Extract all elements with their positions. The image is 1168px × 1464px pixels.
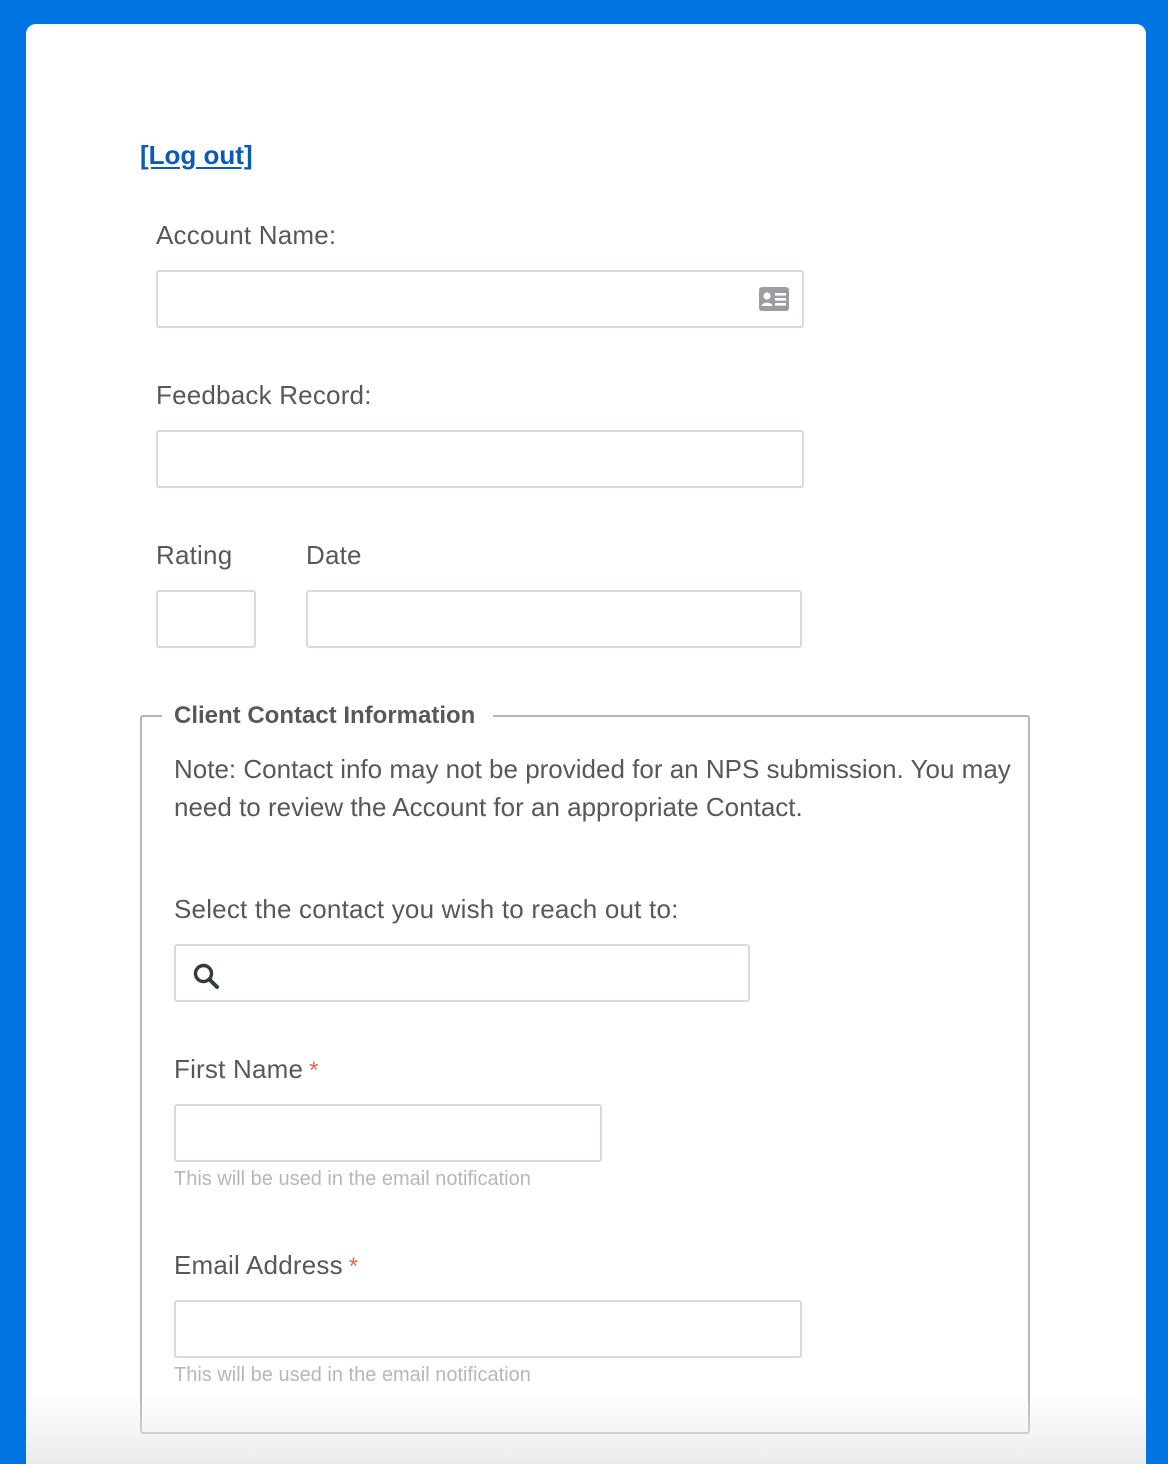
- account-name-label: Account Name:: [156, 220, 337, 250]
- feedback-record-input[interactable]: [158, 432, 802, 486]
- email-hint: This will be used in the email notification: [174, 1364, 531, 1386]
- email-required-mark: *: [348, 1253, 359, 1280]
- date-input[interactable]: [308, 592, 800, 646]
- email-field[interactable]: [174, 1300, 802, 1358]
- contact-note: Note: Contact info may not be provided for an NPS submission. You may need to review the Account for an appropriate Contact.: [174, 754, 1011, 822]
- select-contact-label: Select the contact you wish to reach out to:: [174, 894, 679, 924]
- first-name-hint: This will be used in the email notification: [174, 1168, 531, 1190]
- contact-search-input[interactable]: [176, 946, 748, 1000]
- email-label: Email Address: [174, 1250, 343, 1280]
- search-icon: [192, 962, 220, 990]
- first-name-field[interactable]: [174, 1104, 602, 1162]
- logout-link[interactable]: [Log out]: [140, 140, 253, 170]
- feedback-record-field[interactable]: [156, 430, 804, 488]
- feedback-record-label: Feedback Record:: [156, 380, 372, 410]
- client-contact-legend: Client Contact Information: [174, 702, 476, 729]
- date-field[interactable]: [306, 590, 802, 648]
- account-name-input[interactable]: [158, 272, 802, 326]
- rating-field[interactable]: [156, 590, 256, 648]
- first-name-label: First Name: [174, 1054, 304, 1084]
- first-name-label-row: [174, 1054, 319, 1085]
- contact-card-icon[interactable]: [758, 286, 790, 312]
- first-name-required-mark: *: [309, 1057, 319, 1084]
- rating-input[interactable]: [158, 592, 254, 646]
- email-input[interactable]: [176, 1302, 800, 1356]
- form-card: [26, 24, 1146, 1464]
- account-name-field[interactable]: [156, 270, 804, 328]
- rating-label: Rating: [156, 540, 233, 570]
- contact-search-field[interactable]: [174, 944, 750, 1002]
- first-name-input[interactable]: [176, 1106, 600, 1160]
- email-label-row: [174, 1250, 358, 1281]
- date-label: Date: [306, 540, 362, 570]
